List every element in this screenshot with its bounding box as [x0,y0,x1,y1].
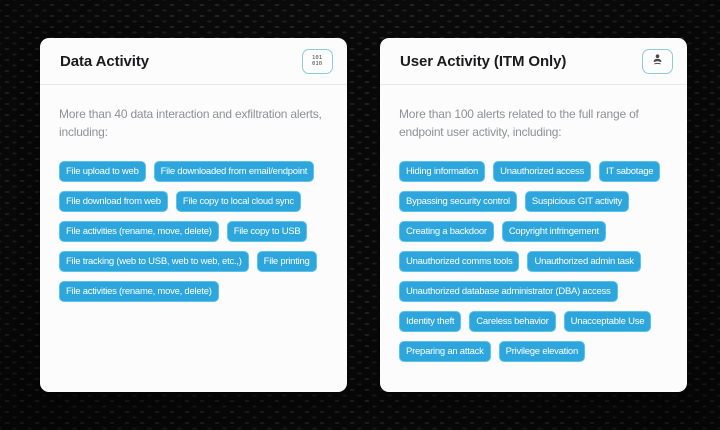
binary-data-icon [311,53,325,69]
alert-tag: Unauthorized access [493,161,591,182]
alert-tag: Bypassing security control [399,191,517,212]
alert-tag: Privilege elevation [499,341,585,362]
svg-text:101: 101 [311,55,322,61]
user-icon-button[interactable] [642,49,673,74]
alert-tag: IT sabotage [599,161,660,182]
alert-tag: Careless behavior [469,311,555,332]
data-activity-card-body [40,85,347,302]
data-activity-card-header [40,38,347,85]
alert-tag: File upload to web [59,161,146,182]
user-activity-card-body [380,85,687,362]
alert-tag: Preparing an attack [399,341,491,362]
alert-tag: File copy to USB [227,221,308,242]
alert-tag: File downloaded from email/endpoint [154,161,315,182]
data-activity-card-title: Data Activity [60,52,150,70]
alert-tag: File printing [257,251,317,272]
data-activity-description: More than 40 data interaction and exfiltration alerts, including: [59,107,322,139]
alert-tag: Copyright infringement [502,221,606,242]
user-activity-description: More than 100 alerts related to the full range of endpoint user activity, including: [399,107,639,139]
alert-tag: Suspicious GIT activity [525,191,629,212]
user-activity-card [380,38,687,392]
alert-tag: Hiding information [399,161,485,182]
alert-tag: File download from web [59,191,168,212]
alert-tag: File activities (rename, move, delete) [59,221,219,242]
user-icon [651,53,664,69]
alert-tag: Unauthorized database administrator (DBA) access [399,281,618,302]
alert-tag: Unauthorized comms tools [399,251,519,272]
svg-text:010: 010 [311,61,322,66]
alert-tag: File tracking (web to USB, web to web, etc.,) [59,251,249,272]
user-activity-card-header [380,38,687,85]
alert-tag: Unacceptable Use [564,311,652,332]
user-activity-tag-list [399,161,674,362]
alert-tag: Identity theft [399,311,461,332]
alert-tag: Creating a backdoor [399,221,494,242]
alert-tag: Unauthorized admin task [527,251,640,272]
user-activity-card-title: User Activity (ITM Only) [400,52,567,70]
data-activity-card [40,38,347,392]
data-activity-tag-list [59,161,334,302]
alert-tag: File copy to local cloud sync [176,191,301,212]
alert-tag: File activities (rename, move, delete) [59,281,219,302]
binary-data-icon-button[interactable] [302,49,333,74]
